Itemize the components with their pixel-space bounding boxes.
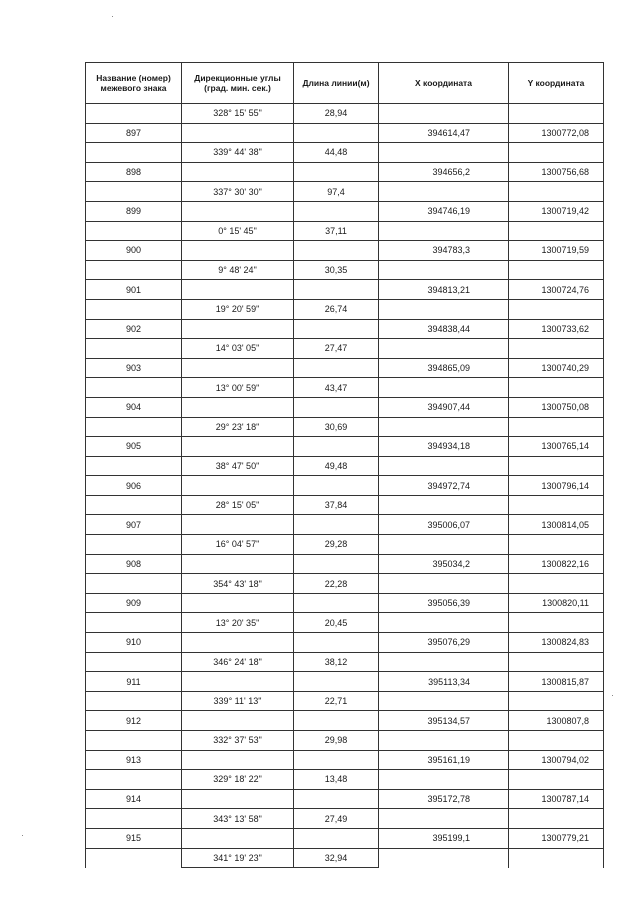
cell-y-coordinate: 1300779,21	[509, 828, 604, 848]
cell-line-length: 13,48	[294, 770, 379, 790]
cell-mark-name	[86, 378, 182, 398]
cell-mark-name: 913	[86, 750, 182, 770]
cell-y-coordinate	[509, 770, 604, 790]
cell-line-length: 29,98	[294, 731, 379, 751]
cell-x-coordinate	[379, 495, 509, 515]
cell-direction-angle: 38° 47' 50"	[182, 456, 294, 476]
cell-mark-name	[86, 456, 182, 476]
cell-line-length: 26,74	[294, 299, 379, 319]
cell-y-coordinate: 1300765,14	[509, 437, 604, 457]
cell-direction-angle: 9° 48' 24"	[182, 260, 294, 280]
scan-speck	[22, 835, 23, 836]
cell-direction-angle	[182, 123, 294, 143]
table-row	[86, 437, 604, 457]
cell-mark-name	[86, 299, 182, 319]
cell-direction-angle: 28° 15' 05"	[182, 495, 294, 515]
cell-direction-angle: 0° 15' 45"	[182, 221, 294, 241]
cell-x-coordinate	[379, 221, 509, 241]
cell-x-coordinate: 394838,44	[379, 319, 509, 339]
cell-direction-angle: 341° 19' 23"	[182, 848, 294, 868]
cell-line-length	[294, 241, 379, 261]
cell-x-coordinate	[379, 770, 509, 790]
cell-mark-name: 908	[86, 554, 182, 574]
cell-direction-angle: 328° 15' 55"	[182, 104, 294, 124]
cell-mark-name: 903	[86, 358, 182, 378]
table-row	[86, 397, 604, 417]
cell-line-length	[294, 515, 379, 535]
table-row	[86, 750, 604, 770]
cell-mark-name	[86, 495, 182, 515]
cell-line-length: 37,84	[294, 495, 379, 515]
cell-x-coordinate	[379, 339, 509, 359]
cell-y-coordinate: 1300822,16	[509, 554, 604, 574]
table-row	[86, 339, 604, 359]
cell-line-length: 27,47	[294, 339, 379, 359]
cell-line-length	[294, 201, 379, 221]
cell-direction-angle	[182, 397, 294, 417]
cell-direction-angle	[182, 633, 294, 653]
cell-y-coordinate: 1300824,83	[509, 633, 604, 653]
cell-x-coordinate	[379, 731, 509, 751]
cell-mark-name	[86, 221, 182, 241]
cell-x-coordinate	[379, 809, 509, 829]
cell-mark-name	[86, 417, 182, 437]
cell-mark-name	[86, 143, 182, 163]
cell-line-length	[294, 123, 379, 143]
cell-direction-angle	[182, 162, 294, 182]
table-row	[86, 123, 604, 143]
cell-line-length	[294, 162, 379, 182]
cell-line-length	[294, 633, 379, 653]
cell-y-coordinate: 1300733,62	[509, 319, 604, 339]
cell-direction-angle: 14° 03' 05"	[182, 339, 294, 359]
cell-mark-name	[86, 104, 182, 124]
cell-mark-name: 901	[86, 280, 182, 300]
table-row	[86, 417, 604, 437]
cell-y-coordinate: 1300815,87	[509, 672, 604, 692]
cell-x-coordinate: 395172,78	[379, 789, 509, 809]
table-row	[86, 221, 604, 241]
table-row	[86, 613, 604, 633]
cell-line-length: 49,48	[294, 456, 379, 476]
cell-y-coordinate: 1300814,05	[509, 515, 604, 535]
cell-direction-angle	[182, 319, 294, 339]
cell-direction-angle: 16° 04' 57"	[182, 535, 294, 555]
table-row	[86, 358, 604, 378]
cell-line-length	[294, 711, 379, 731]
cell-x-coordinate: 394656,2	[379, 162, 509, 182]
cell-y-coordinate	[509, 652, 604, 672]
table-row	[86, 809, 604, 829]
header-x-coordinate: X координата	[379, 63, 509, 104]
cell-mark-name: 907	[86, 515, 182, 535]
cell-y-coordinate: 1300807,8	[509, 711, 604, 731]
table-row	[86, 652, 604, 672]
scan-speck	[112, 16, 113, 17]
table-row	[86, 711, 604, 731]
cell-direction-angle: 339° 44' 38"	[182, 143, 294, 163]
boundary-coordinates-table	[85, 62, 604, 868]
document-page	[85, 62, 603, 868]
cell-line-length	[294, 358, 379, 378]
cell-mark-name: 910	[86, 633, 182, 653]
cell-mark-name	[86, 260, 182, 280]
cell-x-coordinate: 394813,21	[379, 280, 509, 300]
cell-y-coordinate: 1300794,02	[509, 750, 604, 770]
cell-mark-name	[86, 613, 182, 633]
cell-line-length	[294, 672, 379, 692]
header-line-length: Длина линии(м)	[294, 63, 379, 104]
cell-direction-angle	[182, 201, 294, 221]
cell-mark-name	[86, 652, 182, 672]
cell-mark-name	[86, 691, 182, 711]
cell-direction-angle	[182, 476, 294, 496]
cell-direction-angle	[182, 554, 294, 574]
cell-y-coordinate: 1300724,76	[509, 280, 604, 300]
cell-line-length: 27,49	[294, 809, 379, 829]
cell-line-length: 29,28	[294, 535, 379, 555]
cell-x-coordinate	[379, 691, 509, 711]
cell-line-length: 38,12	[294, 652, 379, 672]
cell-mark-name: 909	[86, 593, 182, 613]
cell-x-coordinate: 395056,39	[379, 593, 509, 613]
cell-x-coordinate: 395076,29	[379, 633, 509, 653]
cell-line-length: 22,71	[294, 691, 379, 711]
cell-line-length	[294, 828, 379, 848]
table-row	[86, 789, 604, 809]
cell-x-coordinate	[379, 848, 509, 868]
cell-line-length	[294, 397, 379, 417]
cell-y-coordinate	[509, 339, 604, 359]
table-row	[86, 691, 604, 711]
cell-line-length	[294, 476, 379, 496]
cell-x-coordinate	[379, 417, 509, 437]
table-row	[86, 241, 604, 261]
cell-line-length	[294, 319, 379, 339]
cell-y-coordinate: 1300719,59	[509, 241, 604, 261]
cell-mark-name	[86, 182, 182, 202]
table-row	[86, 515, 604, 535]
cell-x-coordinate: 395034,2	[379, 554, 509, 574]
cell-direction-angle	[182, 437, 294, 457]
table-row	[86, 593, 604, 613]
cell-direction-angle: 329° 18' 22"	[182, 770, 294, 790]
cell-x-coordinate: 395199,1	[379, 828, 509, 848]
cell-x-coordinate	[379, 143, 509, 163]
cell-y-coordinate: 1300796,14	[509, 476, 604, 496]
table-row	[86, 554, 604, 574]
table-row	[86, 104, 604, 124]
cell-line-length	[294, 789, 379, 809]
cell-mark-name: 904	[86, 397, 182, 417]
cell-y-coordinate	[509, 613, 604, 633]
cell-x-coordinate	[379, 574, 509, 594]
cell-direction-angle: 332° 37' 53"	[182, 731, 294, 751]
cell-direction-angle	[182, 593, 294, 613]
cell-y-coordinate	[509, 456, 604, 476]
cell-y-coordinate	[509, 260, 604, 280]
cell-direction-angle	[182, 358, 294, 378]
cell-direction-angle	[182, 750, 294, 770]
cell-mark-name: 912	[86, 711, 182, 731]
cell-y-coordinate	[509, 535, 604, 555]
cell-x-coordinate	[379, 613, 509, 633]
cell-y-coordinate: 1300719,42	[509, 201, 604, 221]
cell-y-coordinate: 1300756,68	[509, 162, 604, 182]
cell-mark-name	[86, 535, 182, 555]
cell-direction-angle	[182, 789, 294, 809]
cell-y-coordinate	[509, 221, 604, 241]
table-row	[86, 143, 604, 163]
cell-direction-angle	[182, 515, 294, 535]
cell-direction-angle	[182, 828, 294, 848]
table-row	[86, 378, 604, 398]
cell-y-coordinate: 1300740,29	[509, 358, 604, 378]
cell-x-coordinate: 394783,3	[379, 241, 509, 261]
cell-y-coordinate	[509, 417, 604, 437]
cell-x-coordinate: 395161,19	[379, 750, 509, 770]
cell-x-coordinate: 394865,09	[379, 358, 509, 378]
cell-y-coordinate	[509, 574, 604, 594]
table-row	[86, 456, 604, 476]
cell-line-length: 20,45	[294, 613, 379, 633]
cell-y-coordinate	[509, 378, 604, 398]
cell-x-coordinate: 394972,74	[379, 476, 509, 496]
cell-x-coordinate: 395006,07	[379, 515, 509, 535]
cell-mark-name	[86, 770, 182, 790]
cell-mark-name: 915	[86, 828, 182, 848]
table-row	[86, 299, 604, 319]
cell-x-coordinate: 395113,34	[379, 672, 509, 692]
table-row	[86, 848, 604, 868]
cell-line-length	[294, 593, 379, 613]
cell-x-coordinate: 394614,47	[379, 123, 509, 143]
cell-y-coordinate	[509, 731, 604, 751]
table-header-row	[86, 63, 604, 104]
cell-line-length	[294, 280, 379, 300]
header-mark-name: Название (номер) межевого знака	[86, 63, 182, 104]
cell-direction-angle: 19° 20' 59"	[182, 299, 294, 319]
cell-x-coordinate: 394907,44	[379, 397, 509, 417]
cell-y-coordinate	[509, 495, 604, 515]
header-direction-angle: Дирекционные углы (град. мин. сек.)	[182, 63, 294, 104]
cell-direction-angle: 337° 30' 30"	[182, 182, 294, 202]
table-row	[86, 633, 604, 653]
cell-mark-name: 898	[86, 162, 182, 182]
table-row	[86, 280, 604, 300]
cell-y-coordinate: 1300772,08	[509, 123, 604, 143]
cell-y-coordinate	[509, 848, 604, 868]
table-row	[86, 672, 604, 692]
cell-mark-name: 897	[86, 123, 182, 143]
cell-y-coordinate: 1300820,11	[509, 593, 604, 613]
table-row	[86, 770, 604, 790]
cell-direction-angle	[182, 280, 294, 300]
cell-x-coordinate	[379, 652, 509, 672]
cell-x-coordinate	[379, 260, 509, 280]
cell-mark-name: 911	[86, 672, 182, 692]
cell-line-length: 37,11	[294, 221, 379, 241]
cell-line-length: 32,94	[294, 848, 379, 868]
table-row	[86, 828, 604, 848]
cell-y-coordinate	[509, 182, 604, 202]
scan-speck	[612, 695, 613, 696]
cell-x-coordinate	[379, 182, 509, 202]
cell-line-length: 43,47	[294, 378, 379, 398]
table-row	[86, 731, 604, 751]
cell-x-coordinate	[379, 378, 509, 398]
cell-mark-name: 902	[86, 319, 182, 339]
table-row	[86, 182, 604, 202]
cell-line-length: 97,4	[294, 182, 379, 202]
cell-mark-name	[86, 809, 182, 829]
cell-y-coordinate: 1300750,08	[509, 397, 604, 417]
cell-line-length: 28,94	[294, 104, 379, 124]
header-y-coordinate: Y координата	[509, 63, 604, 104]
cell-direction-angle: 13° 00' 59"	[182, 378, 294, 398]
cell-y-coordinate	[509, 299, 604, 319]
cell-line-length	[294, 437, 379, 457]
cell-direction-angle: 354° 43' 18"	[182, 574, 294, 594]
cell-mark-name	[86, 574, 182, 594]
cell-mark-name: 906	[86, 476, 182, 496]
cell-direction-angle: 13° 20' 35"	[182, 613, 294, 633]
cell-direction-angle: 343° 13' 58"	[182, 809, 294, 829]
cell-mark-name	[86, 339, 182, 359]
cell-mark-name: 900	[86, 241, 182, 261]
cell-x-coordinate: 394746,19	[379, 201, 509, 221]
table-row	[86, 574, 604, 594]
cell-y-coordinate	[509, 809, 604, 829]
cell-direction-angle: 29° 23' 18"	[182, 417, 294, 437]
cell-direction-angle	[182, 711, 294, 731]
cell-y-coordinate	[509, 104, 604, 124]
table-row	[86, 260, 604, 280]
cell-line-length: 30,35	[294, 260, 379, 280]
cell-line-length	[294, 750, 379, 770]
cell-x-coordinate	[379, 535, 509, 555]
cell-x-coordinate: 395134,57	[379, 711, 509, 731]
cell-y-coordinate	[509, 691, 604, 711]
cell-mark-name	[86, 731, 182, 751]
cell-line-length	[294, 554, 379, 574]
table-row	[86, 535, 604, 555]
table-row	[86, 495, 604, 515]
cell-mark-name: 905	[86, 437, 182, 457]
table-row	[86, 201, 604, 221]
cell-direction-angle: 339° 11' 13"	[182, 691, 294, 711]
table-row	[86, 162, 604, 182]
cell-y-coordinate	[509, 143, 604, 163]
cell-x-coordinate	[379, 104, 509, 124]
cell-x-coordinate	[379, 299, 509, 319]
cell-mark-name	[86, 848, 182, 868]
cell-x-coordinate: 394934,18	[379, 437, 509, 457]
cell-line-length: 30,69	[294, 417, 379, 437]
cell-y-coordinate: 1300787,14	[509, 789, 604, 809]
table-row	[86, 476, 604, 496]
cell-direction-angle	[182, 241, 294, 261]
cell-mark-name: 914	[86, 789, 182, 809]
cell-line-length: 44,48	[294, 143, 379, 163]
cell-line-length: 22,28	[294, 574, 379, 594]
cell-mark-name: 899	[86, 201, 182, 221]
cell-direction-angle: 346° 24' 18"	[182, 652, 294, 672]
table-row	[86, 319, 604, 339]
cell-direction-angle	[182, 672, 294, 692]
cell-x-coordinate	[379, 456, 509, 476]
